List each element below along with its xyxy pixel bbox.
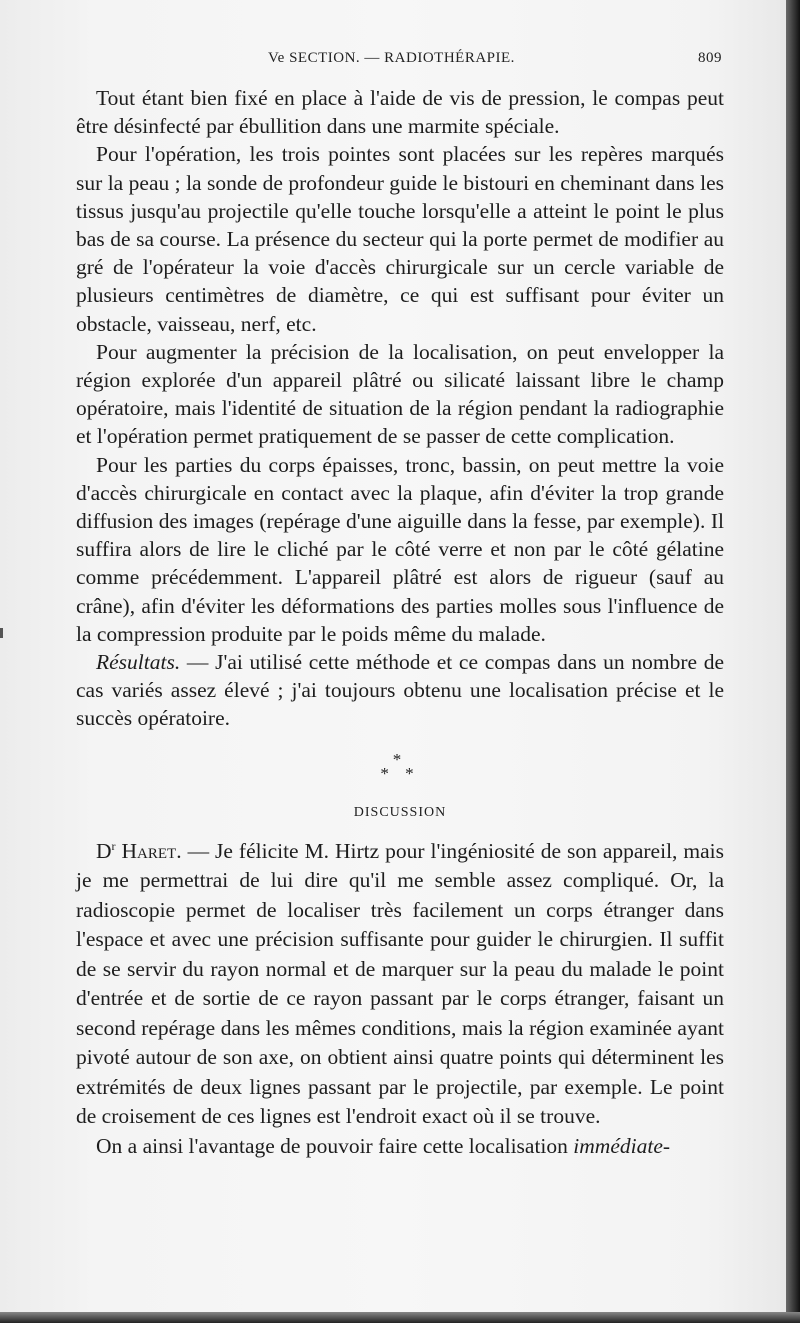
- results-label: Résultats.: [96, 650, 181, 675]
- separator-stars-bottom: * *: [380, 763, 420, 783]
- discussion-section: [76, 837, 724, 1162]
- running-header: [78, 50, 726, 74]
- paragraph-3: Pour augmenter la précision de la localisation, on peut envelopper la région explorée d'un appareil plâtré ou silicaté laissant libre le champ opératoire, mais l'identité de situation de la région pendant la radiographie et l'opération permet pratiquement de se passer de cette complication.: [76, 339, 724, 449]
- results-paragraph: [76, 648, 724, 733]
- discussion-paragraph-1: [76, 837, 724, 1132]
- body-text: [76, 84, 724, 1161]
- results-text: — J'ai utilisé cette méthode et ce compas dans un nombre de cas variés assez élevé ; j'ai toujours obtenu une localisation précise et le succès opératoire.: [76, 650, 724, 731]
- speaker-title-sup: r: [111, 838, 116, 853]
- section-title: Ve SECTION. — RADIOTHÉRAPIE.: [268, 50, 515, 66]
- discussion-heading: DISCUSSION: [353, 804, 447, 820]
- section-separator: [76, 749, 724, 783]
- separator-star-top: *: [392, 749, 408, 769]
- speaker-name: Haret.: [121, 838, 182, 863]
- discussion-text-2: On a ainsi l'avantage de pouvoir faire cette localisation: [96, 1133, 574, 1158]
- paragraph-1: Tout étant bien fixé en place à l'aide de vis de pression, le compas peut être désinfecté par ébullition dans une marmite spéciale.: [76, 86, 724, 139]
- scan-edge-right: [786, 0, 800, 1323]
- speaker-title: D: [96, 838, 112, 863]
- discussion-text-2-italic: immédiate-: [573, 1133, 671, 1158]
- paragraph-2: Pour l'opération, les trois pointes sont placées sur les repères marqués sur la peau ; la sonde de profondeur guide le bistouri en cheminant dans les tissus jusqu'au projectile qu'elle touche lorsqu'elle a atteint le point le plus bas de sa course. La présence du secteur qui la porte permet de modifier au gré de l'opérateur la voie d'accès chirurgicale sur un cercle variable de plusieurs centimètres de diamètre, ce qui est suffisant pour éviter un obstacle, vaisseau, nerf, etc.: [76, 142, 724, 336]
- margin-mark: [0, 628, 3, 638]
- paragraph-4: Pour les parties du corps épaisses, tronc, bassin, on peut mettre la voie d'accès chirurgicale en contact avec la plaque, afin d'éviter la trop grande diffusion des images (repérage d'une aiguille dans la fesse, par exemple). Il suffira alors de lire le cliché par le côté verre et non par le côté gélatine comme précédemment. L'appareil plâtré est alors de rigueur (sauf au crâne), afin d'éviter les déformations des parties molles sous l'influence de la compression produite par le poids même du malade.: [76, 452, 724, 646]
- scan-edge-bottom: [0, 1312, 800, 1323]
- discussion-text-1: — Je félicite M. Hirtz pour l'ingéniosité de son appareil, mais je me permettrai de lui dire qu'il me semble assez compliqué. Or, la radioscopie permet de localiser très facilement un corps étranger dans l'espace et avec une précision suffisante pour guider le chirurgien. Il suffit de se servir du rayon normal et de marquer sur la peau du malade le point d'entrée et de sortie de ce rayon passant par le corps étranger, faisant un second repérage dans les mêmes conditions, mais la région examinée ayant pivoté autour de son axe, on obtient ainsi quatre points qui déterminent les extrémités de deux lignes passant par le projectile, par exemple. Le point de croisement de ces lignes est l'endroit exact où il se trouve.: [76, 838, 725, 1129]
- discussion-paragraph-2: [76, 1132, 724, 1162]
- page-number: 809: [698, 50, 722, 66]
